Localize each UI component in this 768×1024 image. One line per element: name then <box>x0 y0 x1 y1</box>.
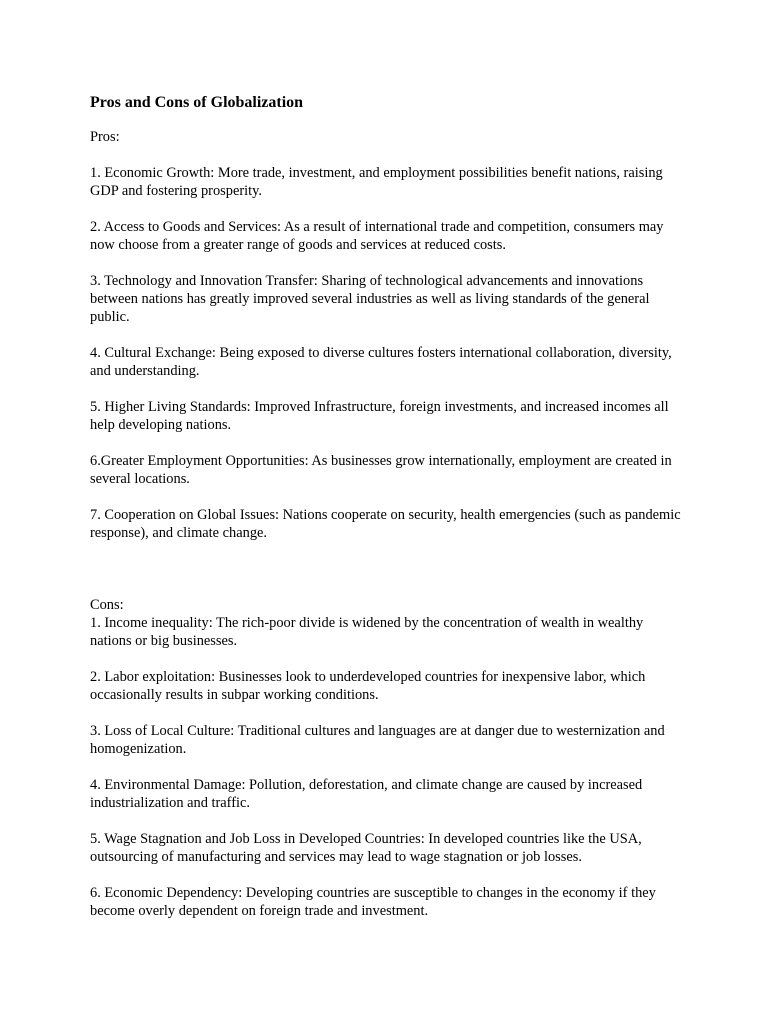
pros-section <box>90 128 685 542</box>
cons-item-4: 4. Environmental Damage: Pollution, deforestation, and climate change are caused by increased industrialization and traffic. <box>90 777 643 811</box>
section-spacer <box>90 542 685 596</box>
cons-section <box>90 596 685 920</box>
pros-item-5: 5. Higher Living Standards: Improved Infrastructure, foreign investments, and increased incomes all help developing nations. <box>90 399 669 433</box>
document-page <box>90 92 685 938</box>
pros-item-7: 7. Cooperation on Global Issues: Nations cooperate on security, health emergencies (such as pandemic response), and climate change. <box>90 507 681 541</box>
cons-item-1: 1. Income inequality: The rich-poor divide is widened by the concentration of wealth in wealthy nations or big businesses. <box>90 615 644 649</box>
pros-item-1: 1. Economic Growth: More trade, investment, and employment possibilities benefit nations, raising GDP and fostering prosperity. <box>90 165 663 199</box>
pros-heading: Pros: <box>90 129 120 145</box>
cons-item-6: 6. Economic Dependency: Developing countries are susceptible to changes in the economy if they become overly dependent on foreign trade and investment. <box>90 885 656 919</box>
cons-item-2: 2. Labor exploitation: Businesses look to underdeveloped countries for inexpensive labor, which occasionally results in subpar working conditions. <box>90 669 646 703</box>
pros-item-6: 6.Greater Employment Opportunities: As businesses grow internationally, employment are created in several locations. <box>90 453 672 487</box>
cons-heading: Cons: <box>90 597 124 613</box>
cons-item-5: 5. Wage Stagnation and Job Loss in Developed Countries: In developed countries like the USA, outsourcing of manufacturing and services may lead to wage stagnation or job losses. <box>90 831 642 865</box>
document-title: Pros and Cons of Globalization <box>90 94 304 111</box>
pros-item-4: 4. Cultural Exchange: Being exposed to diverse cultures fosters international collaboration, diversity, and understanding. <box>90 345 672 379</box>
pros-item-2: 2. Access to Goods and Services: As a result of international trade and competition, consumers may now choose from a greater range of goods and services at reduced costs. <box>90 219 664 253</box>
pros-item-3: 3. Technology and Innovation Transfer: Sharing of technological advancements and innovations between nations has greatly improved several industries as well as living standards of the general public. <box>90 273 650 325</box>
cons-item-3: 3. Loss of Local Culture: Traditional cultures and languages are at danger due to westernization and homogenization. <box>90 723 665 757</box>
